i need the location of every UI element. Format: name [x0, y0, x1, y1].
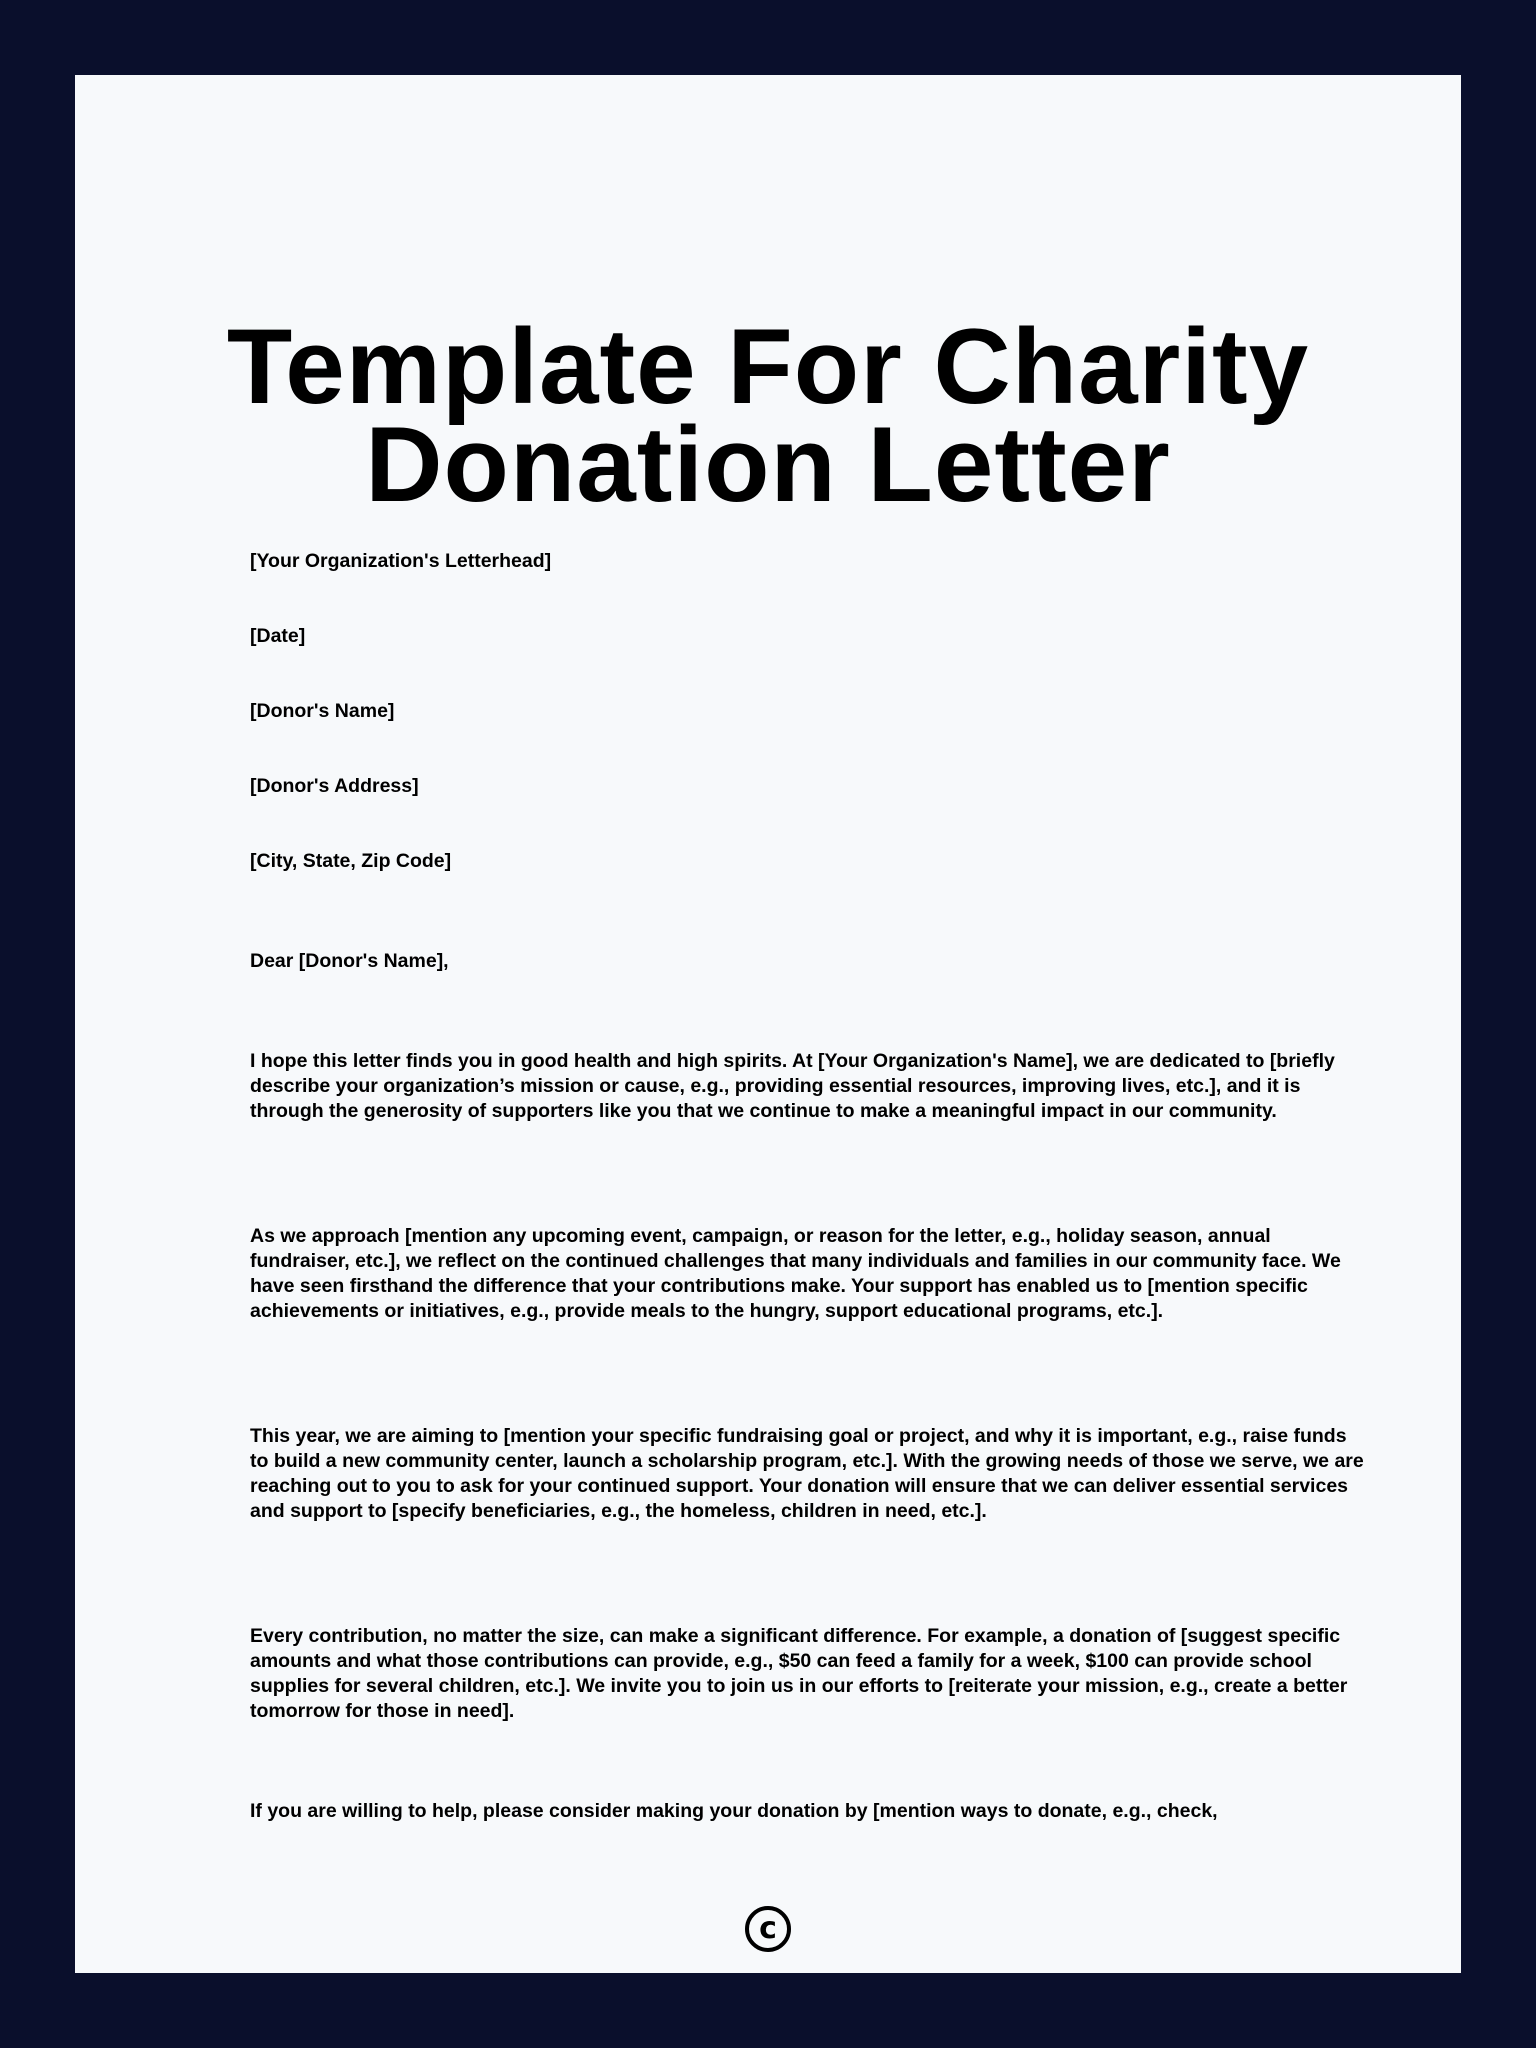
paragraph-intro: I hope this letter finds you in good health and high spirits. At [Your Organization's Name], we are dedicated to [briefly describe your organization’s mission or cause, e.g., providing essential resources, improving lives, etc.], and it is through the generosity of supporters like you that we continue to make a meaningful impact in our community.: [250, 1050, 1335, 1122]
paragraph-approach: As we approach [mention any upcoming event, campaign, or reason for the letter, e.g., holiday season, annual fundraiser, etc.], we reflect on the continued challenges that many individuals and families in our community face. We have seen firsthand the difference that your contributions make. Your support has enabled us to [mention specific achievements or initiatives, e.g., provide meals to the hungry, support educational programs, etc.].: [250, 1225, 1341, 1322]
copyright-icon: c: [745, 1906, 791, 1952]
letterhead-placeholder: [Your Organization's Letterhead]: [250, 550, 552, 572]
copyright-mark: [75, 1899, 1461, 1952]
page-title: [75, 306, 1461, 524]
paragraph-contribution: Every contribution, no matter the size, can make a significant difference. For example, a donation of [suggest specific amounts and what those contributions can provide, e.g., $50 can feed a family for a week, $100 can provide school supplies for several children, etc.]. We invite you to join us in our efforts to [reiterate your mission, e.g., create a better tomorrow for those in need].: [250, 1625, 1348, 1722]
city-state-zip-placeholder: [City, State, Zip Code]: [250, 850, 452, 872]
title-line-1: Template For Charity: [226, 306, 1310, 426]
title-line-2: Donation Letter: [365, 404, 1171, 524]
paragraph-goal: This year, we are aiming to [mention your specific fundraising goal or project, and why it is important, e.g., raise funds to build a new community center, launch a scholarship program, etc.]. With the growing needs of those we serve, we are reaching out to you to ask for your continued support. Your donation will ensure that we can deliver essential services and support to [specify beneficiaries, e.g., the homeless, children in need, etc.].: [250, 1425, 1364, 1522]
salutation: Dear [Donor's Name],: [250, 950, 449, 972]
paragraph-how-to-donate: If you are willing to help, please consider making your donation by [mention ways to donate, e.g., check,: [250, 1800, 1218, 1822]
document-page: [75, 75, 1461, 1973]
donor-name-placeholder: [Donor's Name]: [250, 700, 395, 722]
date-placeholder: [Date]: [250, 625, 306, 647]
donor-address-placeholder: [Donor's Address]: [250, 775, 419, 797]
